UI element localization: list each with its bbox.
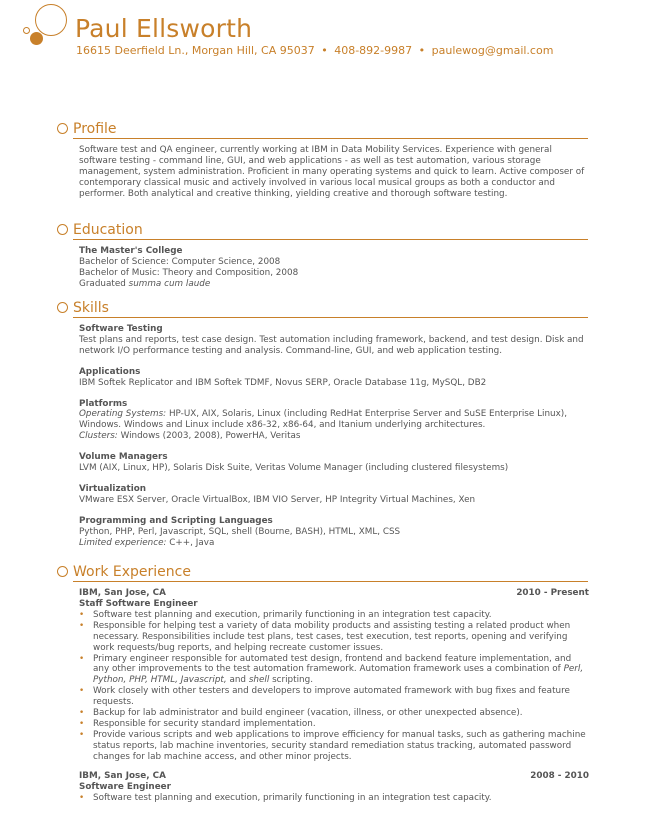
section-title-profile: Profile: [73, 121, 117, 137]
skill-heading: Virtualization: [79, 483, 147, 494]
phone: 408-892-9987: [334, 44, 413, 57]
skill-text: [79, 409, 589, 431]
section-circle-icon: [57, 123, 68, 134]
section-divider: [73, 581, 588, 582]
profile-text: Software test and QA engineer, currently working at IBM in Data Mobility Services. Experience with general software testing - command line, GUI, and web applications - as well as test automation, various storage management, system administration. Proficient in many operating systems and quick to learn. Active composer of contemporary classical music and actively involved in various local musical groups as both a conductor and performer. Both analytical and creative thinking, yielding creative and thorough software testing.: [79, 145, 585, 199]
degree-2: Bachelor of Music: Theory and Composition, 2008: [79, 267, 299, 278]
skill-text: Python, PHP, Perl, Javascript, SQL, shell (Bourne, BASH), HTML, XML, CSS: [79, 526, 401, 537]
list-item: [79, 654, 589, 687]
honors-prefix: Graduated: [79, 278, 126, 289]
degree-1: Bachelor of Science: Computer Science, 2008: [79, 256, 281, 267]
section-divider: [73, 317, 588, 318]
work-section-header: [57, 563, 588, 585]
clusters-label: Clusters:: [79, 431, 118, 442]
skill-heading: Applications: [79, 366, 141, 377]
job-header: [79, 771, 589, 782]
list-item: • Responsible for security standard implementation.: [79, 719, 589, 730]
school-name: The Master's College: [79, 246, 183, 256]
limited-label: Limited experience:: [79, 537, 167, 548]
skill-heading: Software Testing: [79, 324, 163, 334]
bullet-shell: shell: [248, 675, 270, 686]
header-circles-decoration: [0, 0, 80, 60]
limited-text: C++, Java: [169, 537, 215, 548]
education-section-header: [57, 221, 588, 243]
section-title-work: Work Experience: [73, 564, 191, 580]
section-circle-icon: [57, 566, 68, 577]
skill-text: LVM (AIX, Linux, HP), Solaris Disk Suite, Veritas Volume Manager (including clustered filesystems): [79, 463, 509, 474]
list-item: • Provide various scripts and web applications to improve efficiency for manual tasks, such as gathering machine status reports, lab machine inventories, security standard remediation status tracking, automated password changes for lab machine access, and other minor projects.: [79, 730, 589, 763]
address: 16615 Deerfield Ln., Morgan Hill, CA 95037: [76, 44, 315, 57]
bullet-and: and: [229, 675, 247, 686]
bullet-text: Primary engineer responsible for automated test design, frontend and backend feature implementation, and any other improvements to the test automation framework. Automation framework uses a combination of: [93, 653, 572, 675]
job-bullets: [79, 793, 589, 804]
small-circle-icon: [23, 27, 30, 34]
skill-text: [79, 538, 589, 549]
os-text: HP-UX, AIX, Solaris, Linux (including RedHat Enterprise Server and SuSE Enterprise Linux), Windows. Windows and Linux include x86-32, x86-64, and Itanium underlying architectures.: [79, 409, 568, 431]
skill-heading: Platforms: [79, 398, 128, 409]
list-item: • Work closely with other testers and developers to improve automated framework with bug fixes and feature requests.: [79, 686, 589, 708]
bullet-end: scripting.: [272, 675, 313, 686]
bullet-langs: Perl, Python, PHP, HTML, Javascript,: [93, 664, 584, 686]
work-content: [79, 588, 589, 803]
section-circle-icon: [57, 302, 68, 313]
skills-content: [79, 324, 589, 549]
section-divider: [73, 138, 588, 139]
job-dates: 2010 - Present: [516, 588, 589, 598]
list-item: • Backup for lab administrator and build engineer (vacation, illness, or other unexpected absence).: [79, 708, 589, 719]
job-company: IBM, San Jose, CA: [79, 770, 166, 781]
filled-circle-icon: [30, 32, 43, 45]
contact-line: [76, 44, 553, 58]
skill-heading: Programming and Scripting Languages: [79, 515, 273, 526]
section-title-skills: Skills: [73, 300, 109, 316]
job-header: [79, 588, 589, 599]
resume-name: Paul Ellsworth: [75, 14, 253, 43]
section-title-education: Education: [73, 222, 143, 238]
section-circle-icon: [57, 224, 68, 235]
job-position: Staff Software Engineer: [79, 599, 198, 609]
list-item: • Software test planning and execution, primarily functioning in an integration test capacity.: [79, 793, 589, 804]
job-bullets: [79, 610, 589, 763]
skill-text: IBM Softek Replicator and IBM Softek TDMF, Novus SERP, Oracle Database 11g, MySQL, DB2: [79, 377, 487, 388]
profile-content: [79, 145, 589, 200]
section-divider: [73, 239, 588, 240]
honors-line: [79, 279, 589, 290]
list-item: • Software test planning and execution, primarily functioning in an integration test capacity.: [79, 610, 589, 621]
skill-heading: Volume Managers: [79, 452, 168, 463]
honors: summa cum laude: [128, 278, 211, 289]
education-content: [79, 246, 589, 290]
job-company: IBM, San Jose, CA: [79, 588, 166, 598]
profile-section-header: [57, 120, 588, 142]
job-dates: 2008 - 2010: [530, 770, 589, 781]
separator-dot: •: [321, 44, 328, 57]
job-position: Software Engineer: [79, 781, 171, 792]
skill-text: VMware ESX Server, Oracle VirtualBox, IBM VIO Server, HP Integrity Virtual Machines, Xen: [79, 494, 476, 505]
skill-text: [79, 431, 589, 442]
email-link[interactable]: paulewog@gmail.com: [431, 44, 554, 57]
separator-dot: •: [418, 44, 426, 57]
os-label: Operating Systems:: [79, 409, 167, 420]
skill-text: Test plans and reports, test case design. Test automation including framework, backend, and test design. Disk and network I/O performance testing and analysis. Command-line, GUI, and web application testing.: [79, 334, 584, 356]
clusters-text: Windows (2003, 2008), PowerHA, Veritas: [120, 431, 301, 442]
list-item: • Responsible for helping test a variety of data mobility products and assisting testing a related product when necessary. Responsibilities include test plans, test cases, test execution, test reports, opening and verifying work requests/bug reports, and helping recreate customer issues.: [79, 621, 589, 654]
skills-section-header: [57, 299, 588, 321]
large-circle-icon: [35, 4, 67, 36]
